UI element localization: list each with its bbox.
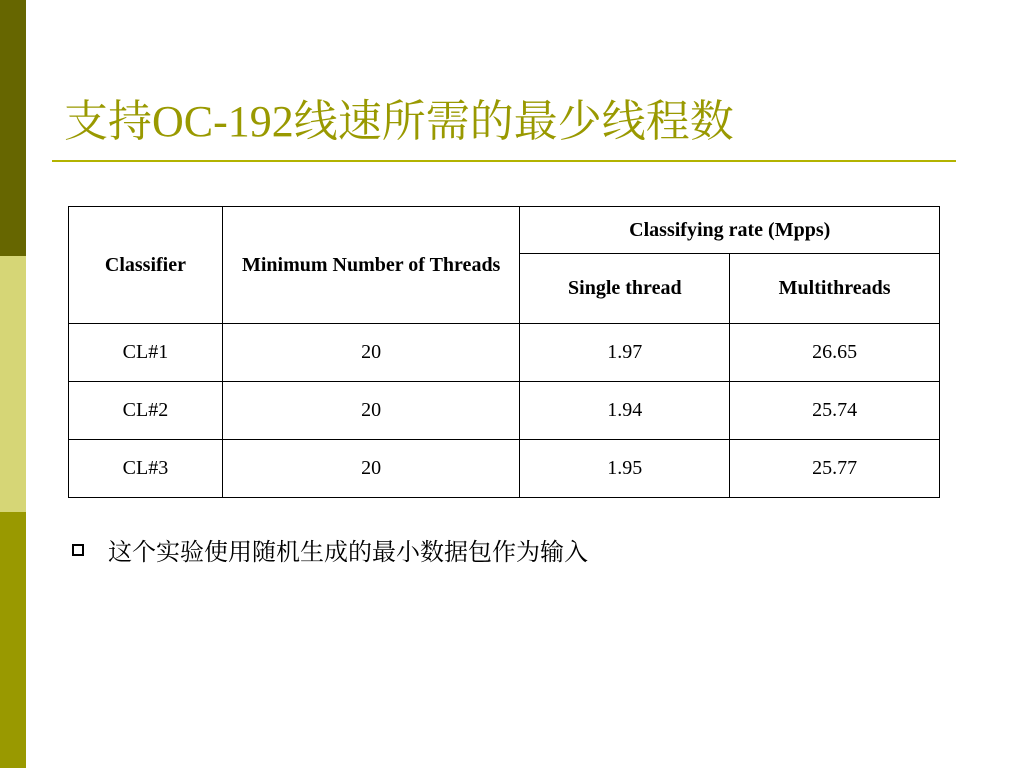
slide-title: 支持OC-192线速所需的最少线程数 <box>64 97 734 146</box>
header-single-thread: Single thread <box>520 254 730 324</box>
table-row <box>69 440 940 498</box>
cell-single-thread: 1.95 <box>520 440 730 498</box>
side-bar-light <box>0 256 26 512</box>
side-bar-dark <box>0 0 26 256</box>
cell-single-thread: 1.97 <box>520 324 730 382</box>
cell-classifier: CL#1 <box>69 324 223 382</box>
results-table <box>68 206 940 498</box>
cell-min-threads: 20 <box>222 382 520 440</box>
title-divider <box>52 160 956 162</box>
header-classifier: Classifier <box>69 207 223 324</box>
cell-classifier: CL#2 <box>69 382 223 440</box>
bullet-item <box>72 532 588 567</box>
cell-min-threads: 20 <box>222 324 520 382</box>
table-row <box>69 382 940 440</box>
side-bar-mid <box>0 512 26 768</box>
cell-classifier: CL#3 <box>69 440 223 498</box>
header-min-threads: Minimum Number of Threads <box>222 207 520 324</box>
header-classifying-rate: Classifying rate (Mpps) <box>520 207 940 254</box>
header-multithreads: Multithreads <box>730 254 940 324</box>
cell-multithreads: 25.74 <box>730 382 940 440</box>
table-row <box>69 324 940 382</box>
cell-multithreads: 26.65 <box>730 324 940 382</box>
bullet-text: 这个实验使用随机生成的最小数据包作为输入 <box>108 538 588 566</box>
square-bullet-icon <box>72 544 84 556</box>
cell-single-thread: 1.94 <box>520 382 730 440</box>
cell-min-threads: 20 <box>222 440 520 498</box>
cell-multithreads: 25.77 <box>730 440 940 498</box>
